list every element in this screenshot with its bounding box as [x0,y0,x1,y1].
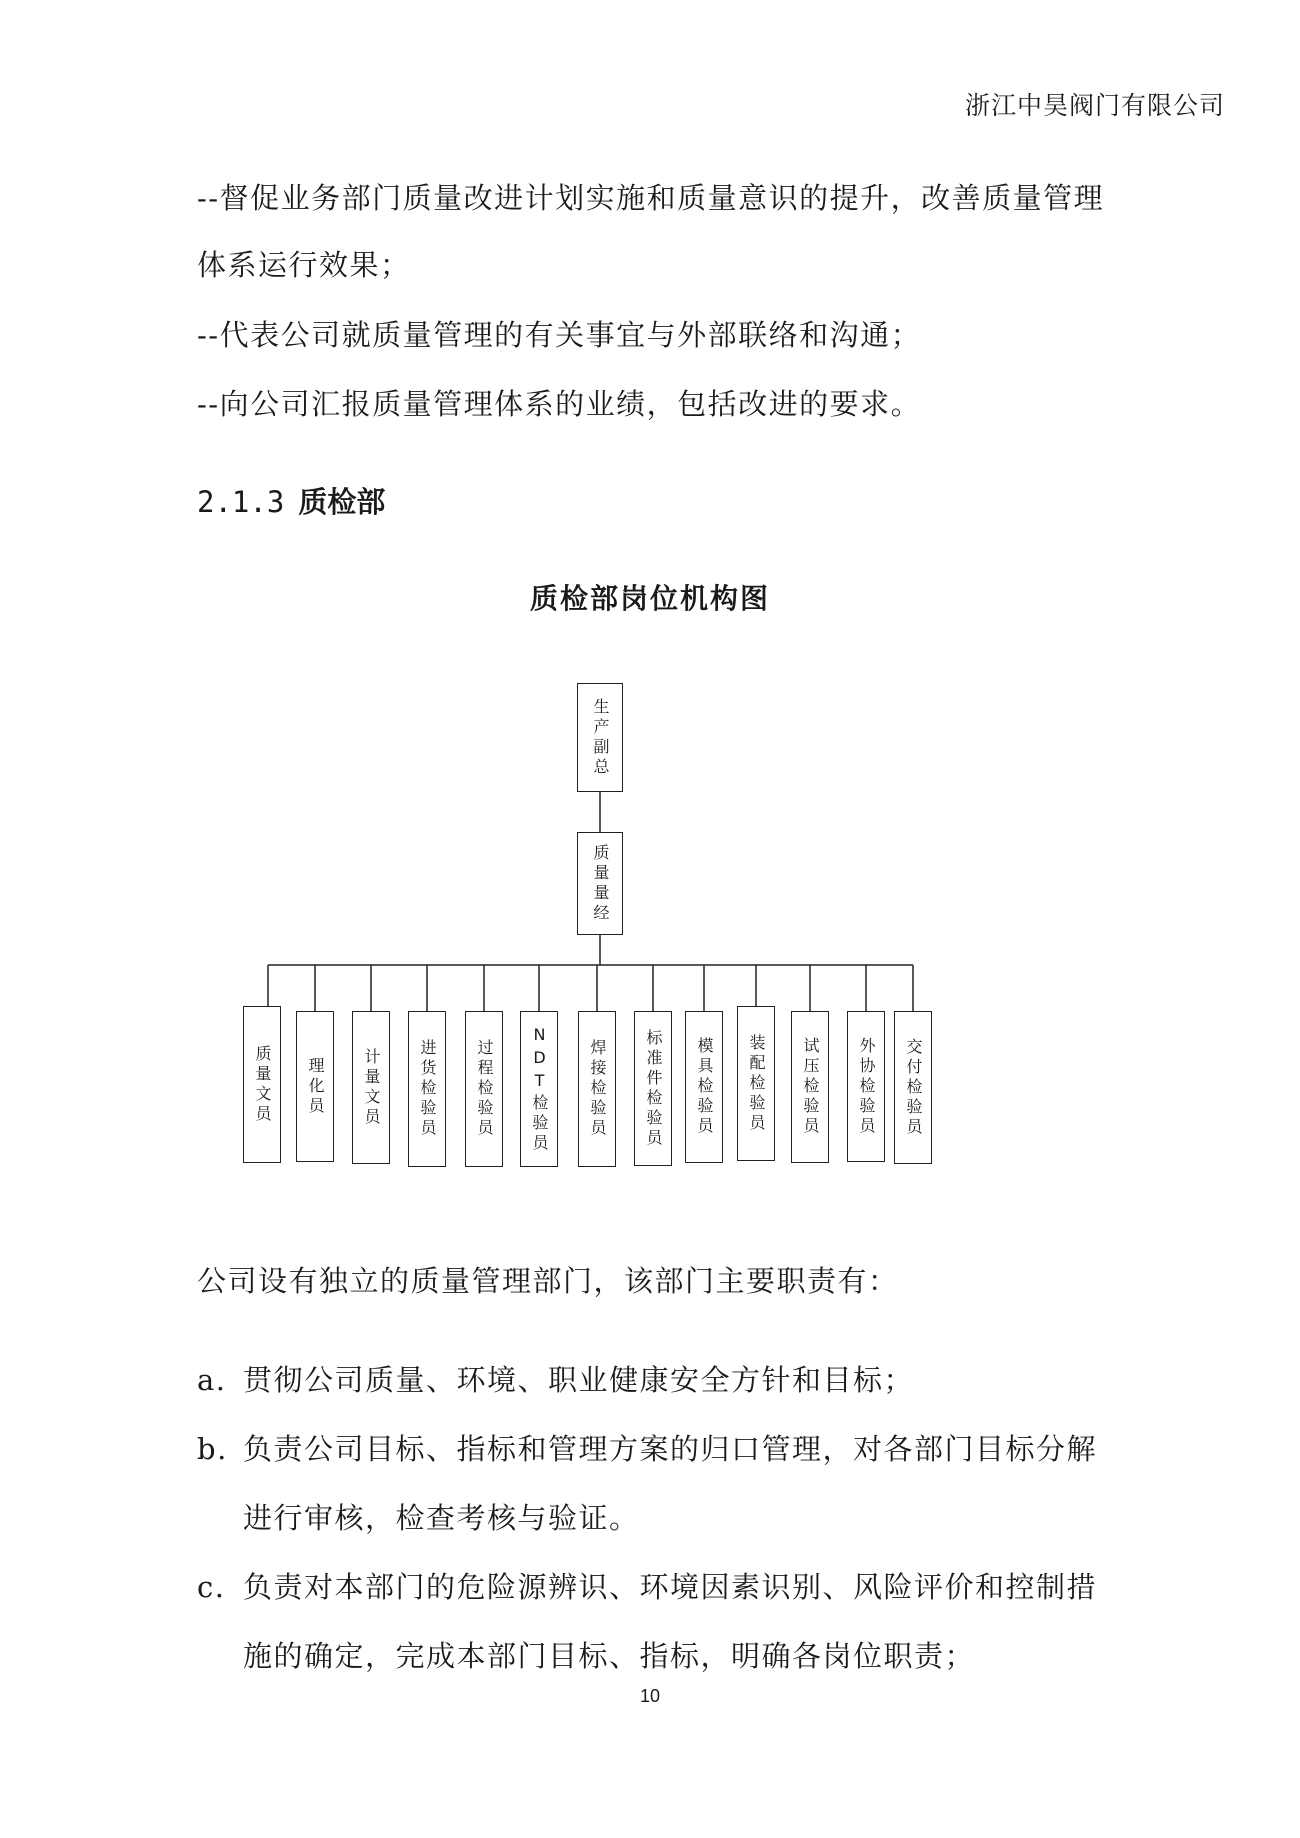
duty-item-mark: a. [197,1363,227,1397]
duties-intro: 公司设有独立的质量管理部门，该部门主要职责有： [197,1264,899,1298]
org-box-position-label: 进货检验员 [418,1039,437,1139]
intro-line-4: --向公司汇报质量管理体系的业绩，包括改进的要求。 [197,387,922,421]
org-box-position-label: 试压检验员 [801,1037,820,1137]
org-box-position-label: 外协检验员 [857,1036,876,1137]
section-number: 2.1.3 [197,485,285,519]
org-box-position-label: 标准件检验员 [644,1028,663,1149]
org-box-position [737,1006,775,1161]
org-box-position [465,1011,503,1167]
duty-item-c-cont [197,1634,975,1675]
duty-item-text: 施的确定，完成本部门目标、指标，明确各岗位职责； [243,1639,976,1673]
org-box-position [408,1011,446,1167]
org-box-position-label: 计量文员 [362,1047,381,1128]
org-box-vice-president-label: 生产副总 [591,697,610,778]
org-box-quality-manager [577,832,623,935]
duty-item-a [197,1358,914,1399]
intro-line-2: 体系运行效果； [197,248,411,282]
org-box-position-label: NDT检验员 [530,1024,549,1154]
section-title: 质检部 [298,485,386,519]
org-box-vice-president [577,683,623,792]
org-box-position [296,1011,334,1162]
duty-item-text: 贯彻公司质量、环境、职业健康安全方针和目标； [243,1363,915,1397]
org-box-position-label: 交付检验员 [904,1037,923,1138]
org-box-position [685,1011,723,1163]
org-box-position [520,1011,558,1167]
org-box-position-label: 焊接检验员 [588,1039,607,1139]
page-number: 10 [639,1686,661,1706]
duty-item-b-cont [197,1496,640,1537]
duty-item-text: 负责公司目标、指标和管理方案的归口管理，对各部门目标分解 [243,1432,1098,1466]
duty-item-c [197,1565,1097,1606]
org-box-position [634,1011,672,1166]
page-header: 浙江中昊阀门有限公司 [964,91,1225,120]
duty-item-text: 负责对本部门的危险源辨识、环境因素识别、风险评价和控制措 [243,1570,1098,1604]
org-box-position [578,1011,616,1167]
org-chart-title: 质检部岗位机构图 [529,582,770,615]
duty-item-text: 进行审核，检查考核与验证。 [243,1501,640,1535]
org-box-position-label: 模具检验员 [695,1037,714,1137]
org-box-position [352,1011,390,1164]
duty-item-mark: c. [197,1570,226,1604]
org-box-quality-manager-label: 质量量经 [591,843,610,924]
org-box-position [243,1006,281,1163]
org-box-position [894,1011,932,1164]
org-box-position [847,1011,885,1162]
org-box-position-label: 装配检验员 [747,1033,766,1134]
duty-item-mark: b. [197,1432,228,1466]
org-box-position-label: 理化员 [306,1056,325,1117]
intro-line-1: --督促业务部门质量改进计划实施和质量意识的提升，改善质量管理 [197,181,1105,215]
intro-line-3: --代表公司就质量管理的有关事宜与外部联络和沟通； [197,318,922,352]
org-box-position-label: 质量文员 [253,1044,272,1125]
duty-item-b [197,1427,1097,1468]
org-box-position-label: 过程检验员 [475,1039,494,1139]
org-box-position [791,1011,829,1163]
